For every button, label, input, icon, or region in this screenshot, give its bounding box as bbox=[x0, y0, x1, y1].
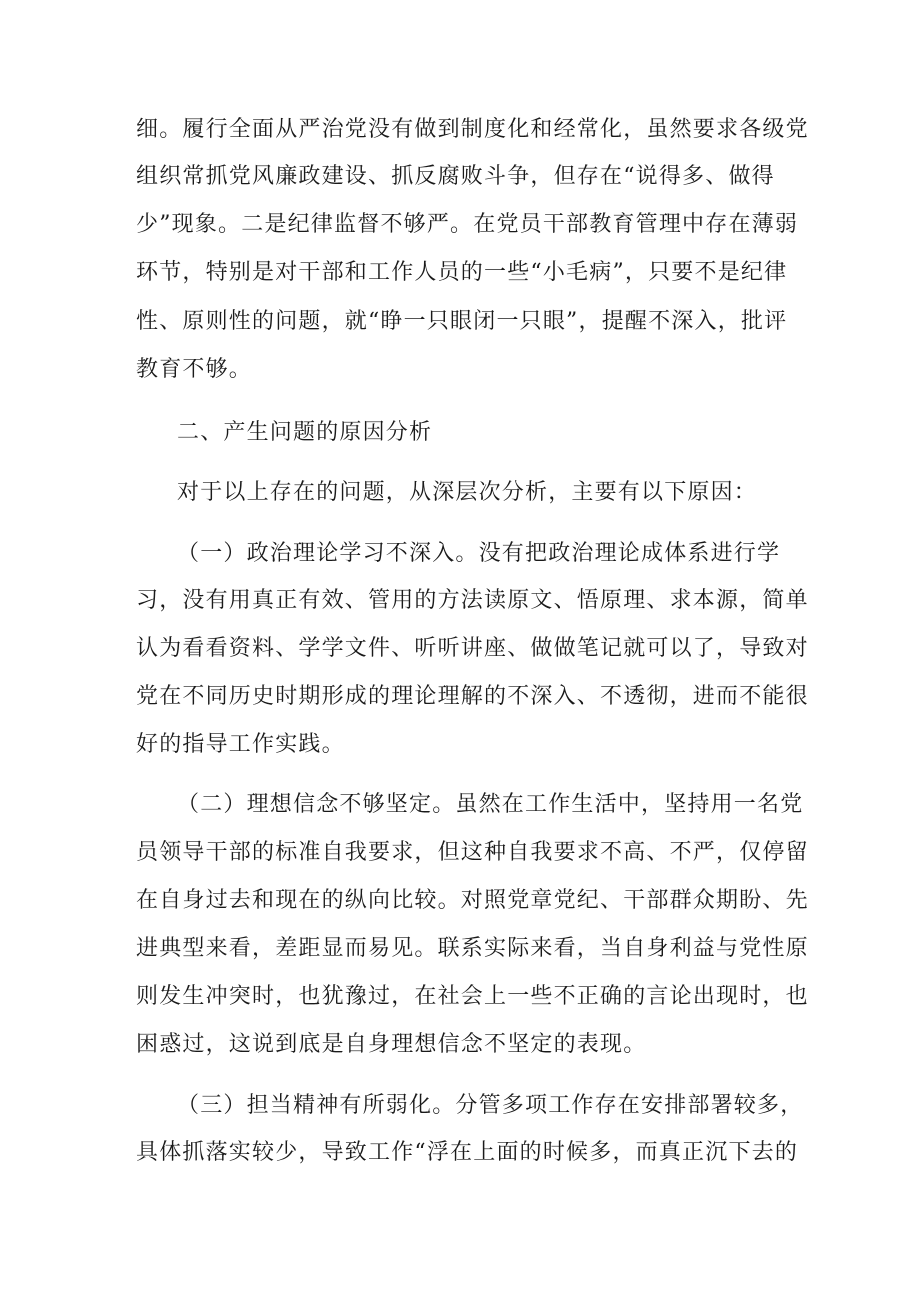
paragraph-line: 在自身过去和现在的纵向比较。对照党章党纪、干部群众期盼、先 bbox=[136, 888, 809, 913]
paragraph-line: 则发生冲突时，也犹豫过，在社会上一些不正确的言论出现时，也 bbox=[136, 984, 809, 1009]
paragraph-line: 环节，特别是对干部和工作人员的一些“小毛病”，只要不是纪律 bbox=[136, 260, 788, 285]
paragraph-line: （一）政治理论学习不深入。没有把政治理论成体系进行学 bbox=[177, 541, 781, 566]
paragraph-line: （三）担当精神有所弱化。分管多项工作存在安排部署较多， bbox=[177, 1093, 804, 1118]
paragraph-line: 少”现象。二是纪律监督不够严。在党员干部教育管理中存在薄弱 bbox=[136, 212, 799, 237]
paragraph-line: 困惑过，这说到底是自身理想信念不坚定的表现。 bbox=[136, 1032, 647, 1057]
paragraph-line: （二）理想信念不够坚定。虽然在工作生活中，坚持用一名党 bbox=[177, 792, 804, 817]
paragraph-line: 细。履行全面从严治党没有做到制度化和经常化，虽然要求各级党 bbox=[136, 117, 809, 142]
paragraph-line: 性、原则性的问题，就“睁一只眼闭一只眼”，提醒不深入，批评 bbox=[136, 309, 788, 334]
paragraph-line: 党在不同历史时期形成的理论理解的不深入、不透彻，进而不能很 bbox=[136, 684, 809, 709]
paragraph-line: 习，没有用真正有效、管用的方法读原文、悟原理、求本源，简单 bbox=[136, 588, 809, 613]
section-heading: 二、产生问题的原因分析 bbox=[177, 420, 433, 445]
paragraph-line: 具体抓落实较少，导致工作“浮在上面的时候多，而真正沉下去的 bbox=[136, 1140, 799, 1165]
paragraph-line: 好的指导工作实践。 bbox=[136, 732, 345, 757]
paragraph-line: 进典型来看，差距显而易见。联系实际来看，当自身利益与党性原 bbox=[136, 936, 809, 961]
paragraph-line: 员领导干部的标准自我要求，但这种自我要求不高、不严，仅停留 bbox=[136, 840, 809, 865]
paragraph-line: 组织常抓党风廉政建设、抓反腐败斗争，但存在“说得多、做得 bbox=[136, 164, 775, 189]
paragraph-line: 对于以上存在的问题，从深层次分析，主要有以下原因： bbox=[177, 480, 758, 505]
paragraph-line: 认为看看资料、学学文件、听听讲座、做做笔记就可以了，导致对 bbox=[136, 636, 809, 661]
paragraph-line: 教育不够。 bbox=[136, 357, 253, 382]
